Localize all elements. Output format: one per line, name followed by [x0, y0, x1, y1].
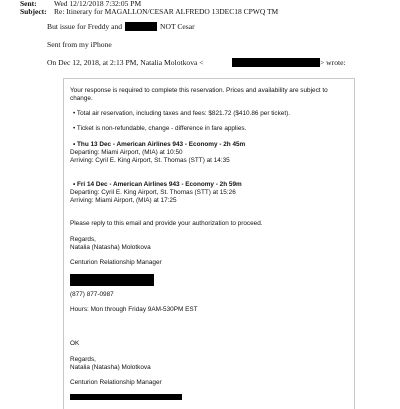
signature-name: Natalia (Natasha) Molotkova — [70, 244, 151, 251]
quoted-intro-2: change. — [70, 95, 93, 102]
reply-line-1-suffix: NOT Cesar — [160, 22, 195, 31]
redaction-block — [232, 58, 320, 67]
ok-reply: OK — [70, 340, 80, 347]
reply-line-1-prefix: But issue for Freddy and — [47, 22, 123, 31]
redaction-block — [70, 274, 154, 286]
quoted-intro-1: Your response is required to complete this reservation. Prices and availability are subject to — [70, 87, 328, 94]
subject-line — [20, 7, 278, 16]
reply-request: Please reply to this email and provide your authorization to proceed. — [70, 220, 263, 227]
subject-label: Subject: — [20, 7, 47, 16]
sent-from-iphone: Sent from my iPhone — [47, 40, 112, 49]
flight-1-title: • Thu 13 Dec - American Airlines 943 - Economy - 2h 45m — [73, 141, 246, 148]
sent-label: Sent: — [20, 0, 37, 8]
signature-role-2: Centurion Relationship Manager — [70, 379, 162, 386]
signature-name-2: Natalia (Natasha) Molotkova — [70, 364, 151, 371]
flight-2-title: • Fri 14 Dec - American Airlines 943 - Economy - 2h 59m — [73, 181, 242, 188]
regards: Regards, — [70, 236, 96, 243]
flight-2-depart: Departing: Cyril E. King Airport, St. Thomas (STT) at 15:26 — [70, 189, 236, 196]
phone-number: (877) 877-0987 — [70, 291, 114, 298]
flight-2 — [73, 181, 242, 189]
ticket-policy: • Ticket is non-refundable, change - difference in fare applies. — [73, 125, 247, 132]
flight-2-arrive: Arriving: Miami Airport, (MIA) at 17:25 — [70, 197, 177, 204]
business-hours: Hours: Mon through Friday 9AM-530PM EST — [70, 306, 198, 313]
redaction-block — [125, 22, 157, 31]
redaction-block — [70, 394, 182, 400]
on-wrote-suffix: > wrote: — [320, 58, 346, 67]
on-wrote-prefix: On Dec 12, 2018, at 2:13 PM, Natalia Molotkova < — [47, 58, 204, 67]
flight-1-arrive: Arriving: Cyril E. King Airport, St. Thomas (STT) at 14:35 — [70, 157, 230, 164]
regards-2: Regards, — [70, 356, 96, 363]
signature-role: Centurion Relationship Manager — [70, 259, 162, 266]
reply-line-1 — [47, 22, 122, 31]
sent-value: Wed 12/12/2018 7:32:05 PM — [54, 0, 142, 8]
flight-1 — [73, 141, 245, 149]
subject-value: Re: Itinerary for MAGALLON/CESAR ALFREDO 13DEC18 CPWQ TM — [54, 7, 279, 16]
total-reservation: • Total air reservation, including taxes and fees: $821.72 ($410.86 per ticket). — [73, 110, 291, 117]
flight-1-depart: Departing: Miami Airport, (MIA) at 10:50 — [70, 149, 183, 156]
